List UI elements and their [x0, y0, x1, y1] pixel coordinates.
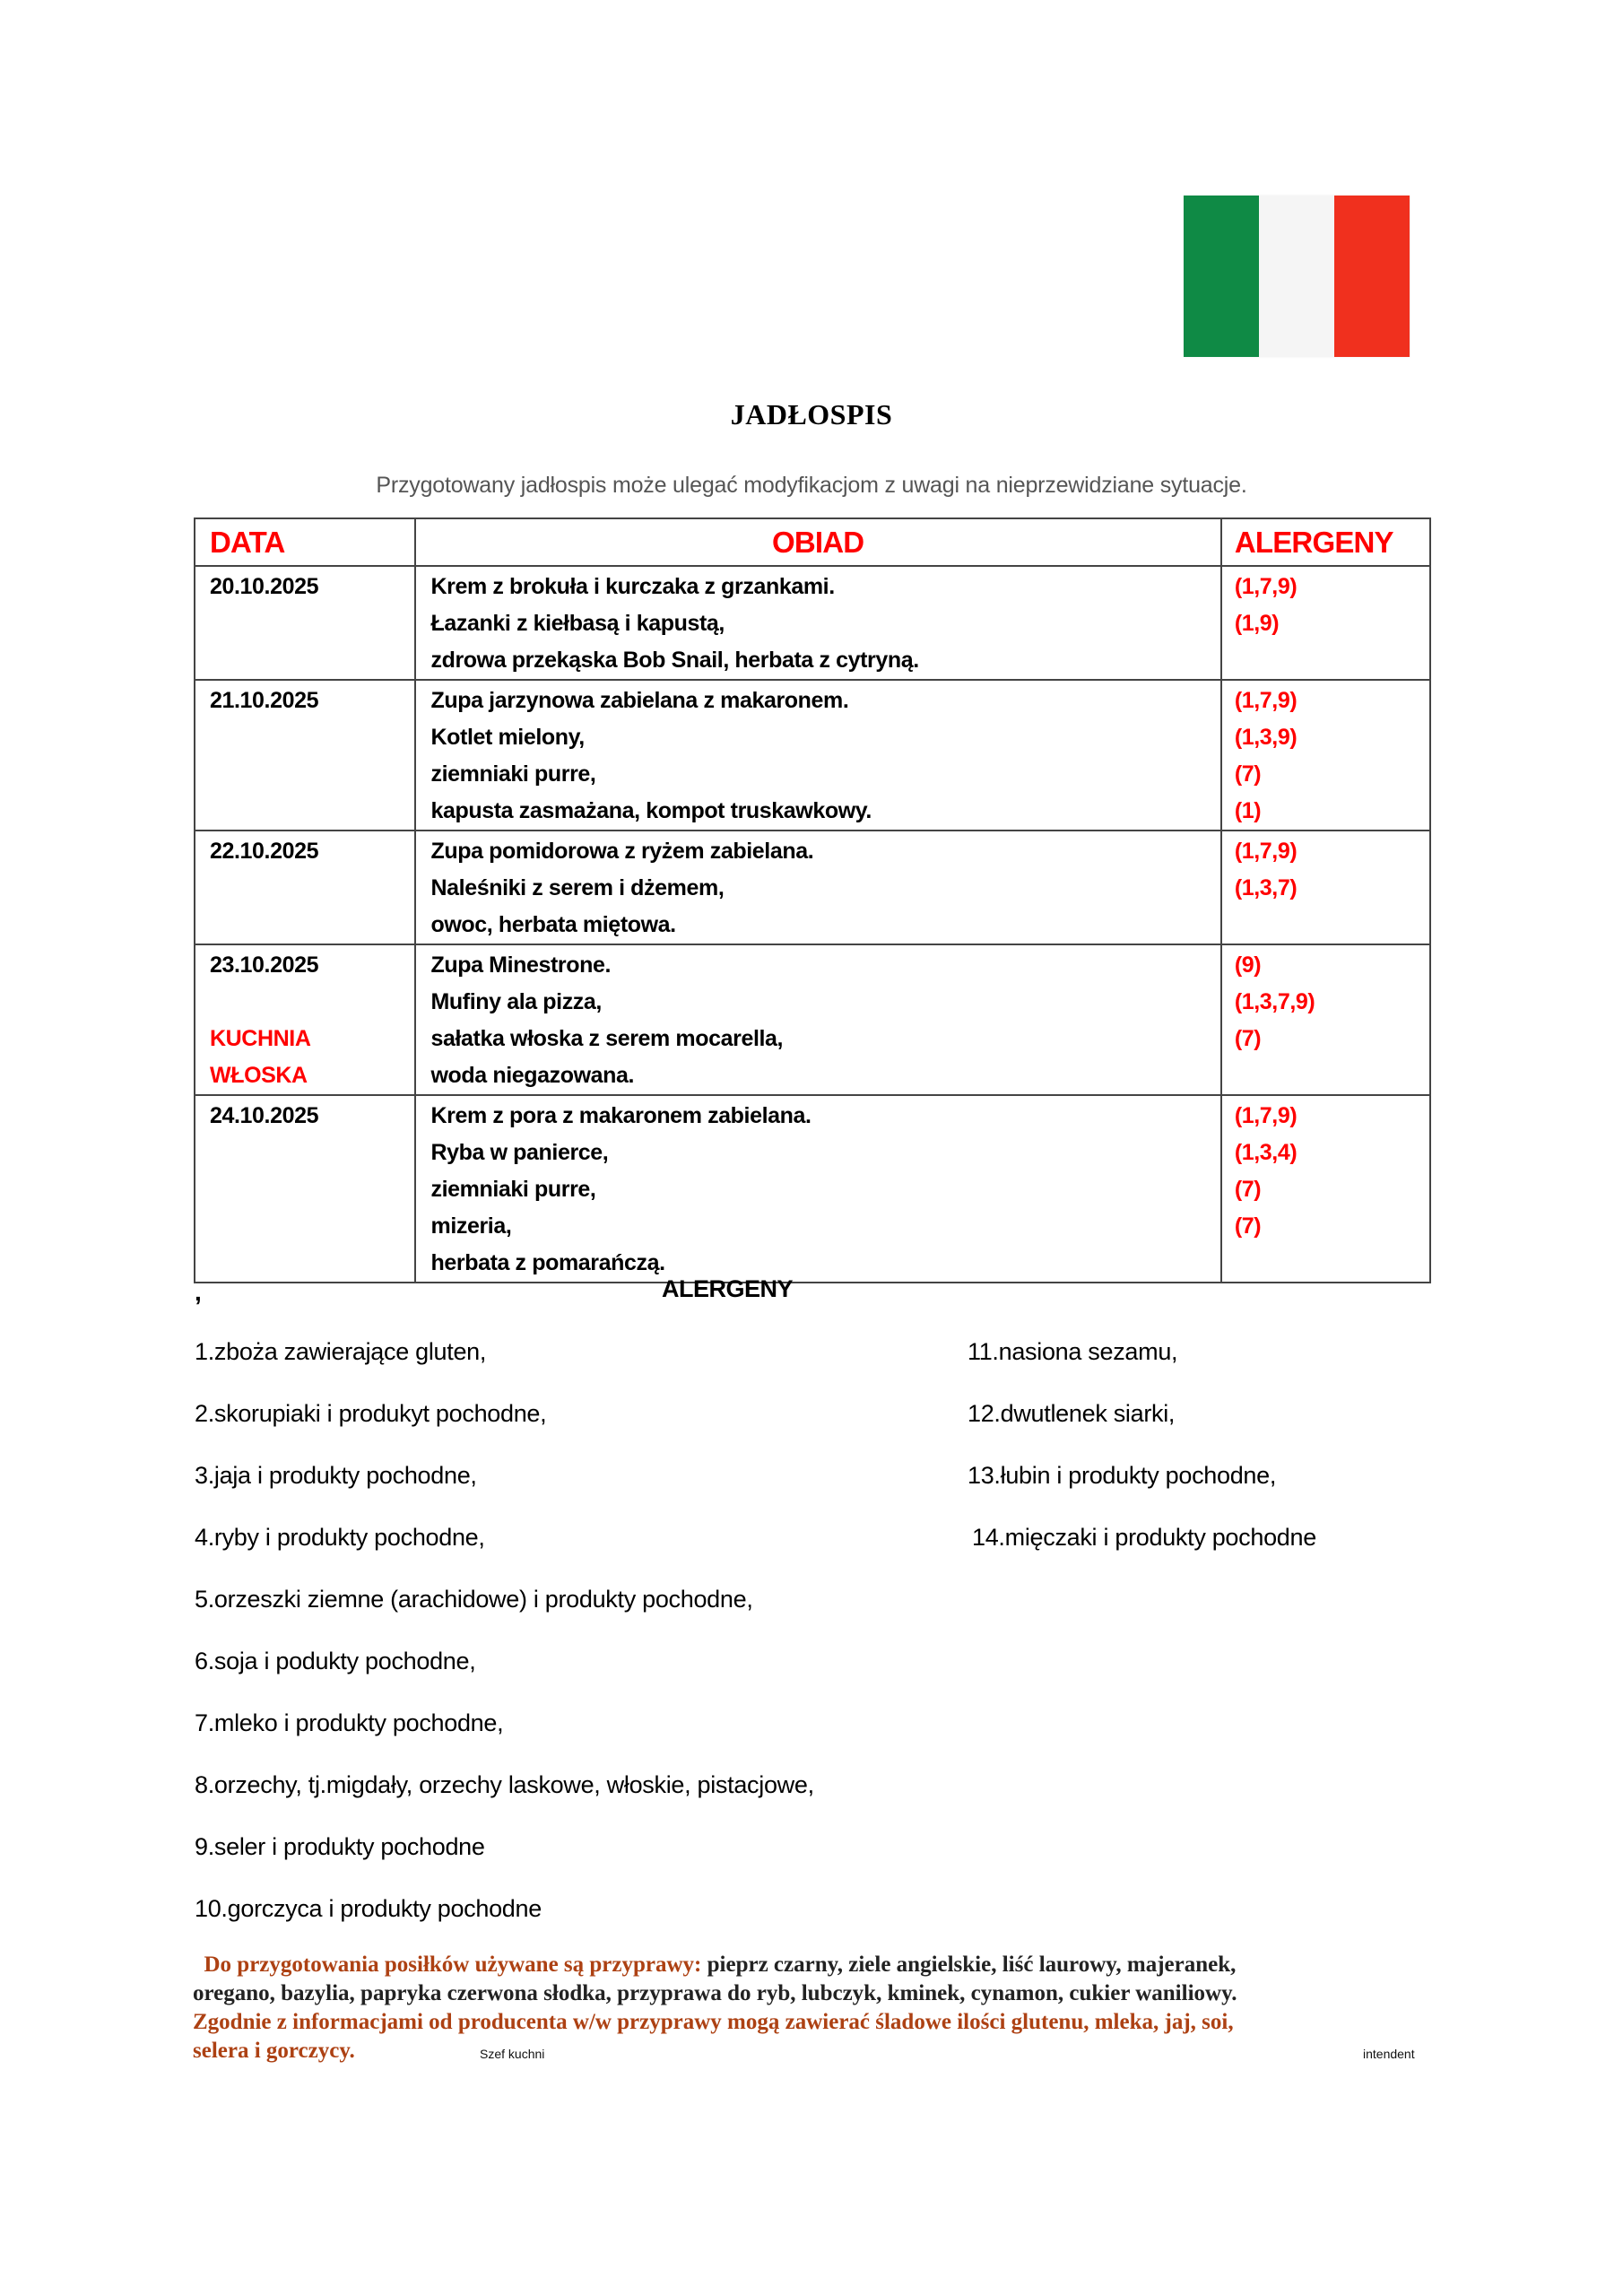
column-header-meal: OBIAD [415, 518, 1221, 566]
table-row [195, 566, 1430, 680]
allergen-codes: (1,3,7) [1234, 875, 1298, 900]
allergen-codes: (1,7,9) [1234, 688, 1298, 713]
meal-line: kapusta zasmażana, kompot truskawkowy. [430, 798, 872, 823]
signature-intendent: intendent [1363, 2047, 1415, 2061]
table-row [195, 831, 1430, 944]
cuisine-note: KUCHNIA [210, 1026, 311, 1051]
meal-line: Krem z brokuła i kurczaka z grzankami. [430, 574, 835, 599]
meal-line: Zupa Minestrone. [430, 952, 612, 978]
date-text: 21.10.2025 [210, 688, 319, 713]
allergen-legend-item: 9.seler i produkty pochodne [195, 1833, 485, 1860]
table-row [195, 944, 1430, 1095]
spices-note-line-1 [193, 1951, 1439, 1979]
allergen-codes: (1,3,7,9) [1234, 989, 1315, 1014]
flag-stripe-white [1259, 196, 1334, 357]
spacer-line [195, 984, 414, 1021]
stray-comma: , [195, 1278, 202, 1306]
meal-line: mizeria, [430, 1213, 512, 1239]
date-text: 20.10.2025 [210, 574, 319, 599]
allergens-cell [1221, 831, 1430, 944]
allergens-cell [1221, 680, 1430, 831]
allergens-cell [1221, 566, 1430, 680]
allergen-legend-item: 10.gorczyca i produkty pochodne [195, 1895, 542, 1922]
allergen-legend-item: 12.dwutlenek siarki, [968, 1400, 1176, 1427]
meal-cell [415, 831, 1221, 944]
meal-line: Zupa jarzynowa zabielana z makaronem. [430, 688, 849, 713]
cuisine-note: WŁOSKA [210, 1063, 308, 1088]
date-text: 24.10.2025 [210, 1103, 319, 1128]
allergen-codes [1222, 1057, 1429, 1094]
allergen-legend-item: 8.orzechy, tj.migdały, orzechy laskowe, włoskie, pistacjowe, [195, 1771, 814, 1798]
allergen-codes [1222, 1245, 1429, 1282]
allergen-codes: (1,7,9) [1234, 574, 1298, 599]
allergen-codes: (1,7,9) [1234, 1103, 1298, 1128]
allergen-codes: (1,7,9) [1234, 839, 1298, 864]
allergen-codes: (7) [1234, 1213, 1262, 1239]
menu-table [194, 517, 1431, 1283]
allergen-codes: (1) [1234, 798, 1262, 823]
allergen-codes [1222, 642, 1429, 679]
allergen-codes: (9) [1234, 952, 1262, 978]
date-cell [195, 944, 415, 1095]
spices-list-part-1: pieprz czarny, ziele angielskie, liść laurowy, majeranek, [701, 1952, 1237, 1977]
allergen-codes: (1,9) [1234, 611, 1280, 636]
meal-line: ziemniaki purre, [430, 1177, 596, 1202]
signature-chef: Szef kuchni [480, 2047, 545, 2061]
meal-line: Krem z pora z makaronem zabielana. [430, 1103, 812, 1128]
flag-stripe-red [1334, 196, 1410, 357]
allergen-legend-item: 6.soja i podukty pochodne, [195, 1648, 476, 1674]
allergen-codes: (7) [1234, 1177, 1262, 1202]
spices-note [193, 1951, 1439, 2066]
page-subtitle: Przygotowany jadłospis może ulegać modyfikacjom z uwagi na nieprzewidziane sytuacje. [376, 473, 1247, 498]
meal-line: sałatka włoska z serem mocarella, [430, 1026, 784, 1051]
meal-line: Naleśniki z serem i dżemem, [430, 875, 725, 900]
column-header-date: DATA [195, 518, 415, 566]
meal-line: herbata z pomarańczą. [430, 1250, 665, 1275]
allergen-legend-item: 7.mleko i produkty pochodne, [195, 1709, 504, 1736]
meal-line: ziemniaki purre, [430, 761, 596, 787]
column-header-allergens: ALERGENY [1221, 518, 1430, 566]
allergen-legend-item: 3.jaja i produkty pochodne, [195, 1462, 477, 1489]
meal-cell [415, 566, 1221, 680]
producer-warning-end: selera i gorczycy. [193, 2039, 355, 2063]
allergen-legend-item: 4.ryby i produkty pochodne, [195, 1524, 485, 1551]
allergen-legend-item: 11.nasiona sezamu, [968, 1338, 1178, 1365]
meal-cell [415, 944, 1221, 1095]
meal-cell [415, 1095, 1221, 1283]
date-text: 23.10.2025 [210, 952, 319, 978]
allergens-cell [1221, 1095, 1430, 1283]
date-text: 22.10.2025 [210, 839, 319, 864]
allergen-codes [1222, 907, 1429, 944]
meal-line: zdrowa przekąska Bob Snail, herbata z cytryną. [430, 648, 919, 673]
allergen-codes: (1,3,9) [1234, 725, 1298, 750]
allergens-cell [1221, 944, 1430, 1095]
spices-list-part-2: oregano, bazylia, papryka czerwona słodka, przyprawa do ryb, lubczyk, kminek, cynamon, cukier waniliowy. [193, 1981, 1237, 2005]
page-title: JADŁOSPIS [730, 398, 893, 430]
meal-line: Kotlet mielony, [430, 725, 585, 750]
date-cell [195, 831, 415, 944]
allergen-legend-item: 2.skorupiaki i produkyt pochodne, [195, 1400, 547, 1427]
spices-note-lead: Do przygotowania posiłków używane są przyprawy: [204, 1952, 702, 1977]
allergen-codes: (1,3,4) [1234, 1140, 1298, 1165]
date-cell [195, 680, 415, 831]
table-row [195, 680, 1430, 831]
meal-line: owoc, herbata miętowa. [430, 912, 676, 937]
allergen-legend-item: 1.zboża zawierające gluten, [195, 1338, 487, 1365]
allergen-codes: (7) [1234, 1026, 1262, 1051]
table-row [195, 1095, 1430, 1283]
date-cell [195, 566, 415, 680]
meal-line: Zupa pomidorowa z ryżem zabielana. [430, 839, 814, 864]
allergen-legend-item: 14.mięczaki i produkty pochodne [972, 1524, 1316, 1551]
producer-warning: Zgodnie z informacjami od producenta w/w przyprawy mogą zawierać śladowe ilości glutenu, mleka, jaj, soi, [193, 2010, 1234, 2034]
allergens-heading: ALERGENY [662, 1275, 794, 1302]
italian-flag-image [1184, 196, 1410, 357]
date-cell [195, 1095, 415, 1283]
flag-stripe-green [1184, 196, 1259, 357]
table-header-row [195, 518, 1430, 566]
allergen-legend-item: 13.łubin i produkty pochodne, [968, 1462, 1277, 1489]
allergen-codes: (7) [1234, 761, 1262, 787]
allergen-legend-item: 5.orzeszki ziemne (arachidowe) i produkty pochodne, [195, 1586, 753, 1613]
meal-line: Ryba w panierce, [430, 1140, 609, 1165]
meal-line: woda niegazowana. [430, 1063, 635, 1088]
meal-cell [415, 680, 1221, 831]
meal-line: Łazanki z kiełbasą i kapustą, [430, 611, 725, 636]
meal-line: Mufiny ala pizza, [430, 989, 602, 1014]
